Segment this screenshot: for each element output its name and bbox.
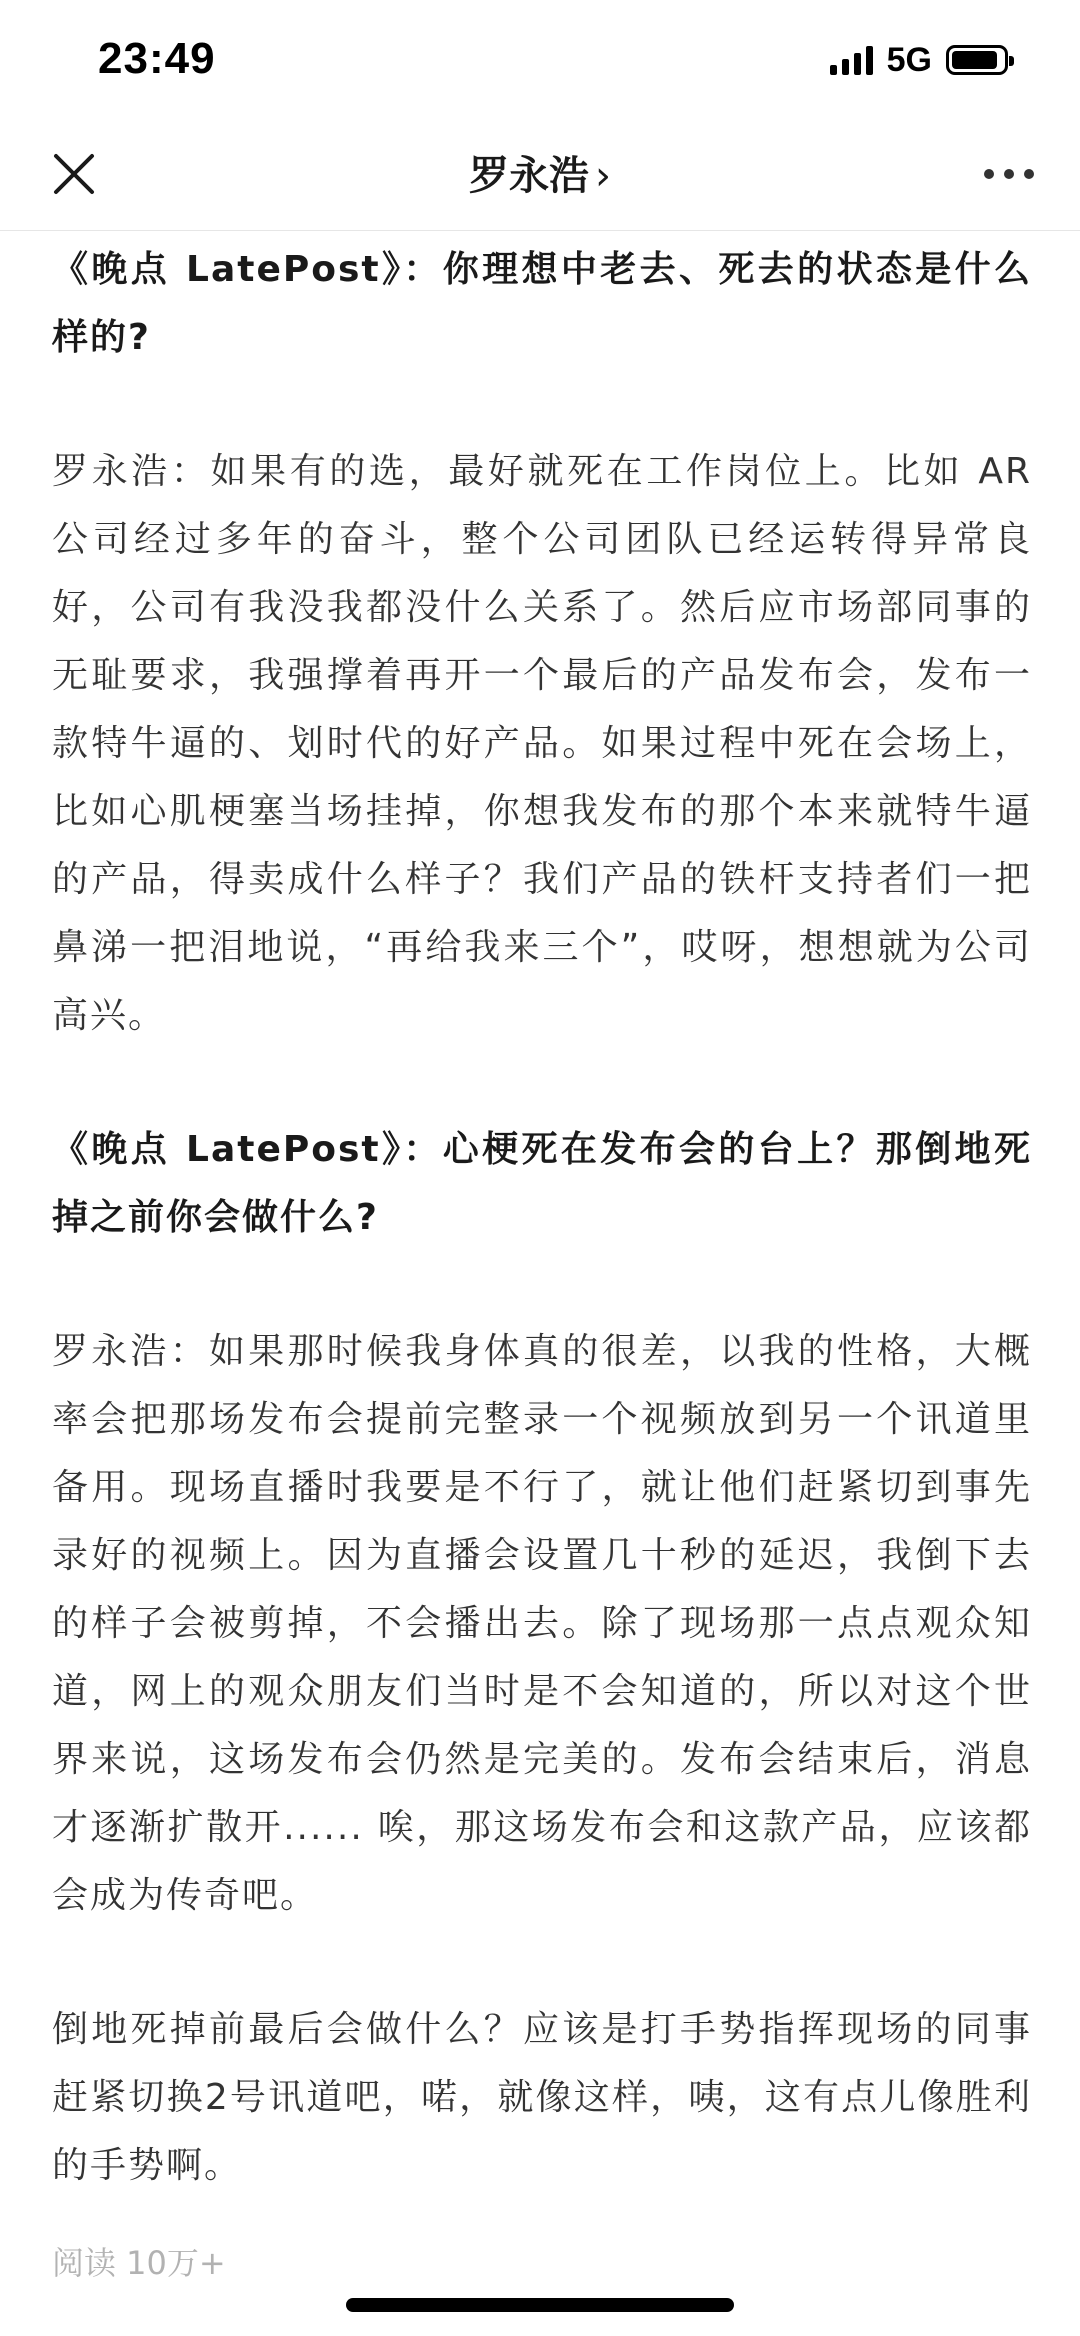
interview-question: 《晚点 LatePost》：心梗死在发布会的台上？那倒地死掉之前你会做什么? bbox=[52, 1129, 1032, 1238]
more-dot bbox=[1024, 169, 1034, 179]
interview-answer: 倒地死掉前最后会做什么？应该是打手势指挥现场的同事赶紧切换2号讯道吧，喏，就像这样，咦，这有点儿像胜利的手势啊。 bbox=[52, 2009, 1032, 2186]
more-dot bbox=[984, 169, 994, 179]
battery-icon bbox=[946, 45, 1008, 75]
chevron-right-icon: › bbox=[595, 153, 611, 199]
status-indicators bbox=[830, 40, 1008, 80]
read-count: 阅读 10万+ bbox=[52, 2244, 226, 2282]
signal-icon bbox=[830, 45, 873, 75]
more-options-button[interactable] bbox=[974, 144, 1044, 204]
battery-cap bbox=[1009, 56, 1014, 66]
interview-answer: 罗永浩：如果有的选，最好就死在工作岗位上。比如 AR 公司经过多年的奋斗，整个公司团队已经运转得异常良好，公司有我没我都没什么关系了。然后应市场部同事的无耻要求，我强撑着再开一个最后的产品发布会，发布一款特牛逼的、划时代的好产品。如果过程中死在会场上，比如心肌梗塞当场挂掉，你想我发布的那个本来就特牛逼的产品，得卖成什么样子？我们产品的铁杆支持者们一把鼻涕一把泪地说，“再给我来三个”，哎呀，想想就为公司高兴。 bbox=[52, 451, 1032, 1036]
account-title-link[interactable] bbox=[0, 144, 1080, 201]
interview-answer: 罗永浩：如果那时候我身体真的很差，以我的性格，大概率会把那场发布会提前完整录一个视频放到另一个讯道里备用。现场直播时我要是不行了，就让他们赶紧切到事先录好的视频上。因为直播会设置几十秒的延迟，我倒下去的样子会被剪掉，不会播出去。除了现场那一点点观众知道，网上的观众朋友们当时是不会知道的，所以对这个世界来说，这场发布会仍然是完美的。发布会结束后，消息才逐渐扩散开...... 唉，那这场发布会和这款产品，应该都会成为传奇吧。 bbox=[52, 1331, 1032, 1916]
status-time: 23:49 bbox=[98, 34, 216, 83]
account-name: 罗永浩 bbox=[469, 153, 589, 199]
home-indicator[interactable] bbox=[346, 2298, 734, 2312]
article-body bbox=[52, 236, 1032, 2266]
nav-bar bbox=[0, 120, 1080, 231]
interview-question: 《晚点 LatePost》：你理想中老去、死去的状态是什么样的? bbox=[52, 249, 1032, 358]
network-label: 5G bbox=[886, 40, 932, 79]
more-dot bbox=[1004, 169, 1014, 179]
battery-fill bbox=[952, 51, 997, 69]
status-bar bbox=[0, 0, 1080, 120]
